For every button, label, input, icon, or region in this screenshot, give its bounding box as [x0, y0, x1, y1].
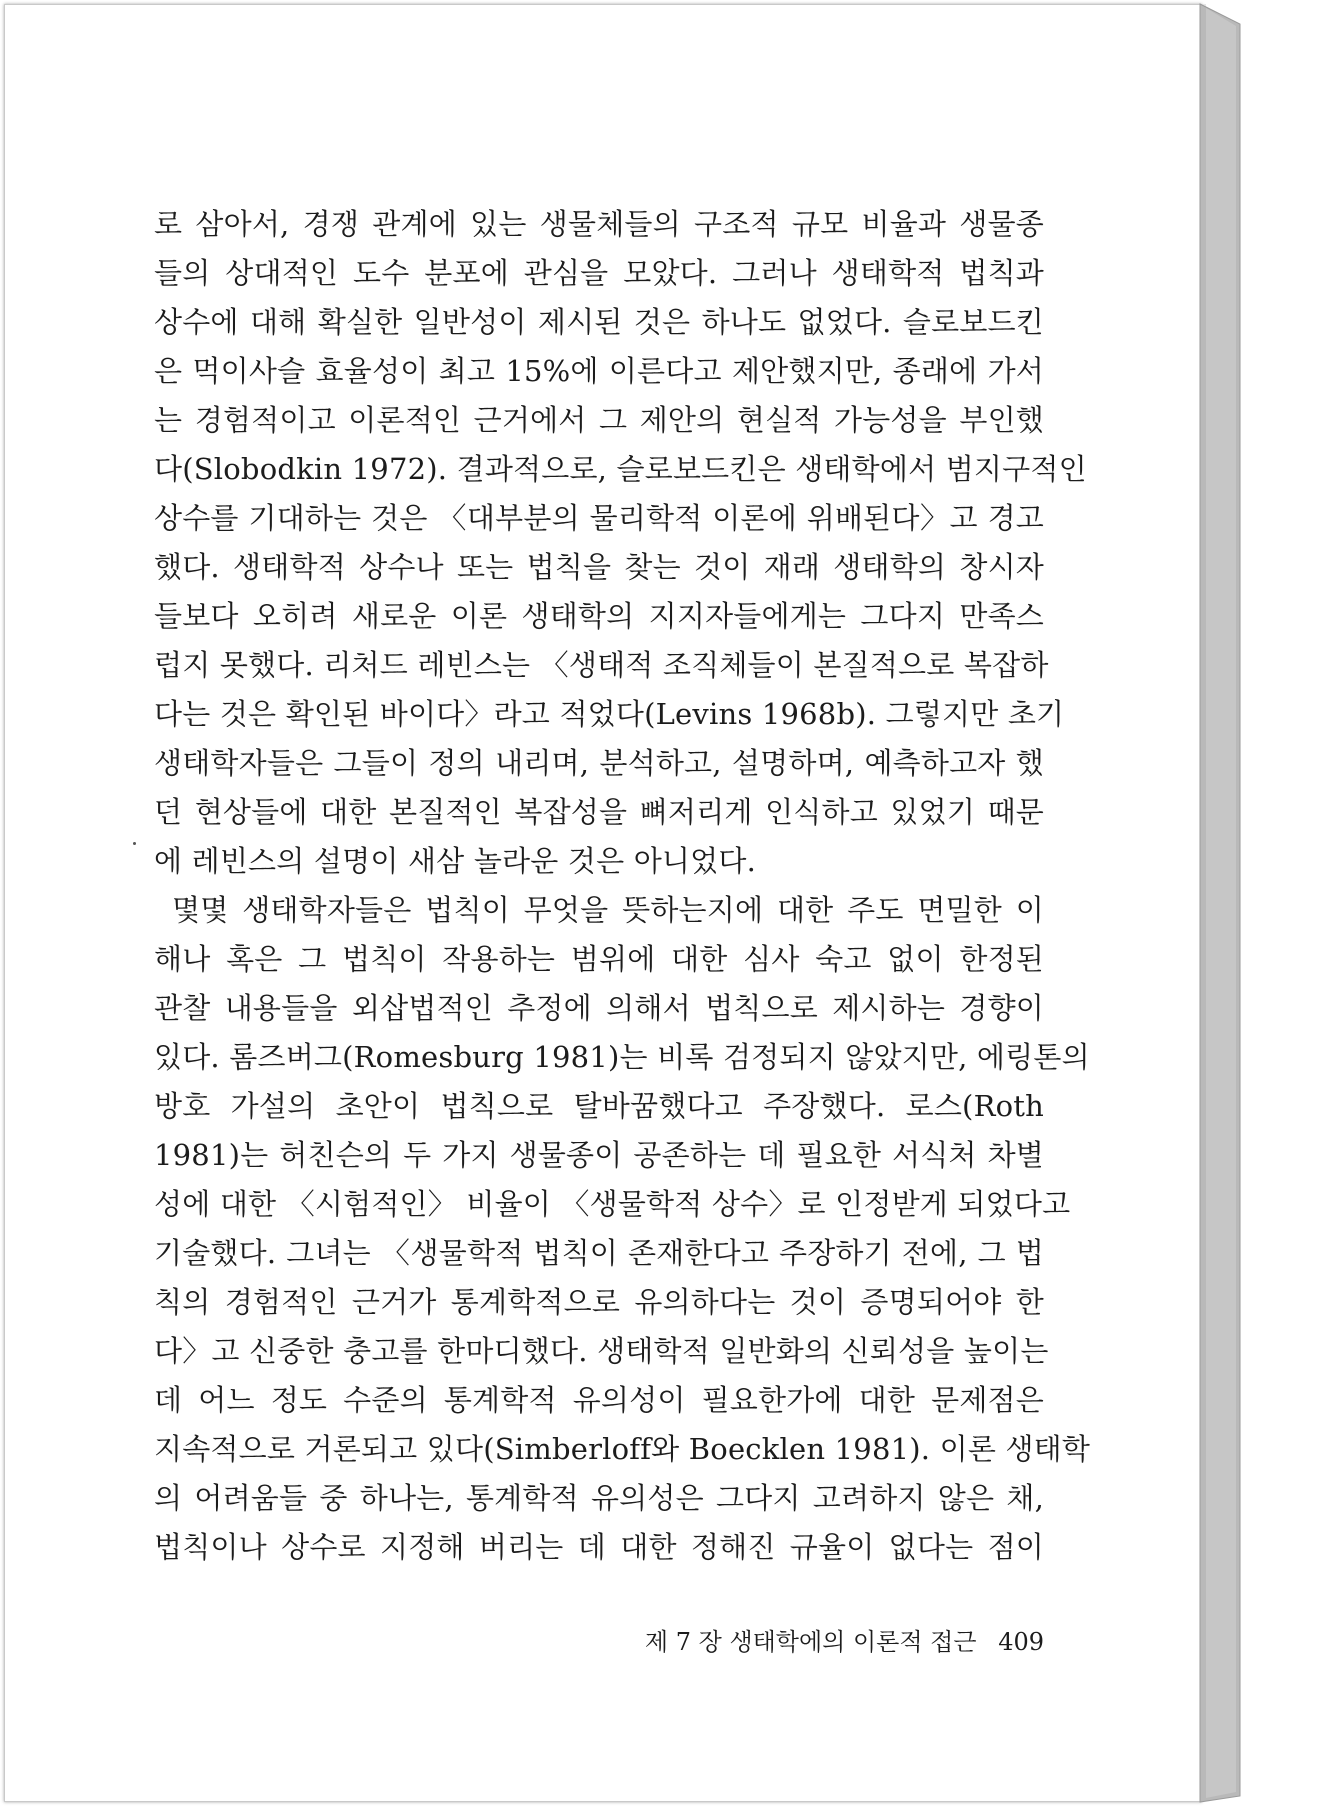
text-line: 방호 가설의 초안이 법칙으로 탈바꿈했다고 주장했다. 로스(Roth: [154, 1089, 1044, 1123]
page-thickness-shade: [1206, 8, 1236, 1798]
text-line: 관찰 내용들을 외삽법적인 추정에 의해서 법칙으로 제시하는 경향이: [154, 991, 1044, 1025]
text-line: 칙의 경험적인 근거가 통계학적으로 유의하다는 것이 증명되어야 한: [154, 1285, 1044, 1319]
text-line: 들보다 오히려 새로운 이론 생태학의 지지자들에게는 그다지 만족스: [154, 599, 1044, 633]
text-line: 은 먹이사슬 효율성이 최고 15%에 이른다고 제안했지만, 종래에 가서: [154, 354, 1044, 388]
stray-ink-dot: [133, 842, 136, 845]
text-line: 생태학자들은 그들이 정의 내리며, 분석하고, 설명하며, 예측하고자 했: [154, 746, 1044, 780]
footer-chapter-title: 생태학에의 이론적 접근: [729, 1628, 977, 1656]
body-text: [154, 200, 1091, 1572]
paragraph-1: [154, 200, 1087, 886]
text-line: 로 삼아서, 경쟁 관계에 있는 생물체들의 구조적 규모 비율과 생물종: [154, 207, 1044, 241]
text-line: 지속적으로 거론되고 있다(Simberloff와 Boecklen 1981). 이론 생태학: [154, 1432, 1091, 1466]
text-line: 들의 상대적인 도수 분포에 관심을 모았다. 그러나 생태학적 법칙과: [154, 256, 1044, 290]
text-line: 다〉고 신중한 충고를 한마디했다. 생태학적 일반화의 신뢰성을 높이는: [154, 1334, 1049, 1368]
running-footer: [560, 1624, 1044, 1660]
text-line: 의 어려움들 중 하나는, 통계학적 유의성은 그다지 고려하지 않은 채,: [154, 1481, 1044, 1515]
page-thickness-face: [1200, 4, 1240, 1802]
text-line: 1981)는 허친슨의 두 가지 생물종이 공존하는 데 필요한 서식처 차별: [154, 1138, 1044, 1172]
text-line: 상수에 대해 확실한 일반성이 제시된 것은 하나도 없었다. 슬로보드킨: [154, 305, 1044, 339]
text-line: 했다. 생태학적 상수나 또는 법칙을 찾는 것이 재래 생태학의 창시자: [154, 550, 1044, 584]
text-line: 성에 대한 〈시험적인〉 비율이 〈생물학적 상수〉로 인정받게 되었다고: [154, 1187, 1071, 1221]
text-line: 상수를 기대하는 것은 〈대부분의 물리학적 이론에 위배된다〉고 경고: [154, 501, 1044, 535]
text-line: 럽지 못했다. 리처드 레빈스는 〈생태적 조직체들이 본질적으로 복잡하: [154, 648, 1049, 682]
text-line: 다는 것은 확인된 바이다〉라고 적었다(Levins 1968b). 그렇지만 초기: [154, 697, 1065, 731]
text-line: 다(Slobodkin 1972). 결과적으로, 슬로보드킨은 생태학에서 범지구적인: [154, 452, 1087, 486]
text-line: 던 현상들에 대한 본질적인 복잡성을 뼈저리게 인식하고 있었기 때문: [154, 795, 1044, 829]
text-line: 해나 혹은 그 법칙이 작용하는 범위에 대한 심사 숙고 없이 한정된: [154, 942, 1044, 976]
paragraph-2: [154, 886, 1091, 1572]
text-line: 기술했다. 그녀는 〈생물학적 법칙이 존재한다고 주장하기 전에, 그 법: [154, 1236, 1044, 1270]
text-line: 몇몇 생태학자들은 법칙이 무엇을 뜻하는지에 대한 주도 면밀한 이: [172, 893, 1044, 927]
text-line: 법칙이나 상수로 지정해 버리는 데 대한 정해진 규율이 없다는 점이: [154, 1530, 1044, 1564]
footer-chapter: 제 7 장: [644, 1628, 722, 1656]
page-number: 409: [998, 1628, 1044, 1656]
page-edge: [1200, 4, 1206, 1800]
text-line: 데 어느 정도 수준의 통계학적 유의성이 필요한가에 대한 문제점은: [154, 1383, 1044, 1417]
text-line: 에 레빈스의 설명이 새삼 놀라운 것은 아니었다.: [154, 844, 756, 878]
text-line: 있다. 롬즈버그(Romesburg 1981)는 비록 검정되지 않았지만, 에링톤의: [154, 1040, 1090, 1074]
text-line: 는 경험적이고 이론적인 근거에서 그 제안의 현실적 가능성을 부인했: [154, 403, 1044, 437]
